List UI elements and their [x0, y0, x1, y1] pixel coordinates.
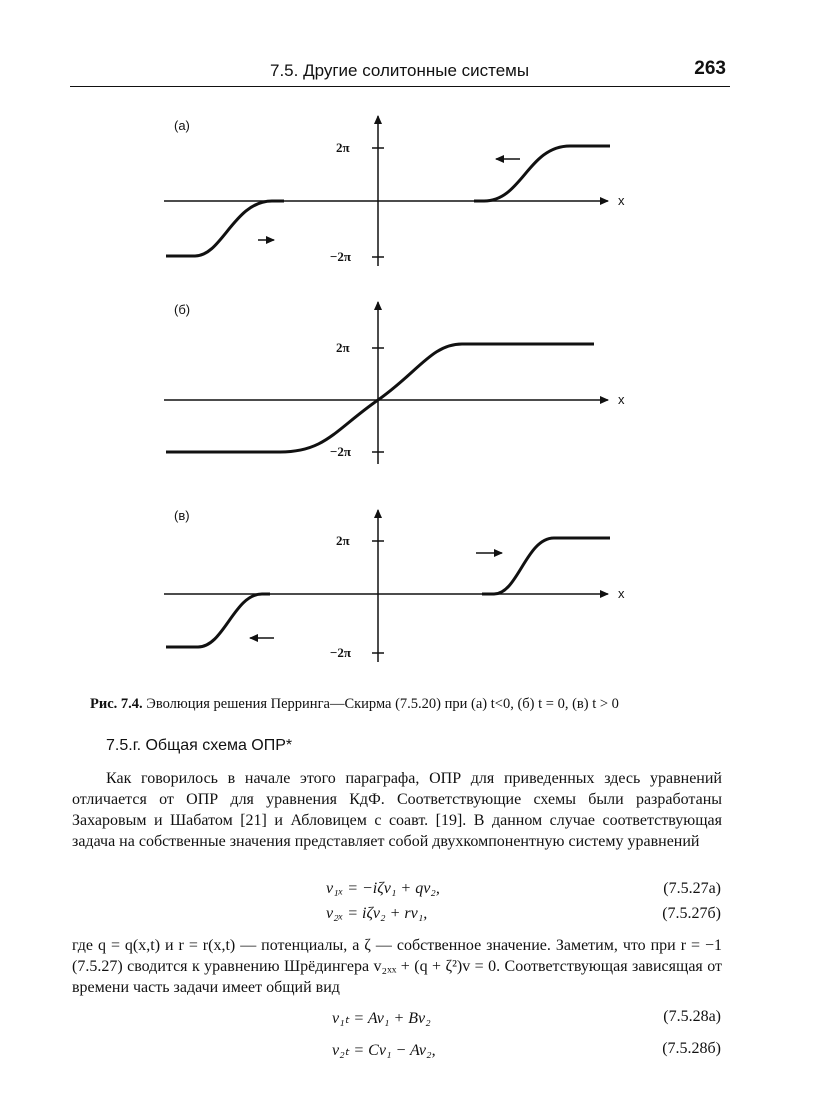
y-tick-label: −2π — [330, 444, 352, 459]
y-tick-label: −2π — [330, 645, 352, 660]
y-tick-label: 2π — [336, 340, 350, 355]
figure-caption — [90, 696, 730, 713]
x-axis-label: x — [618, 586, 625, 601]
panel-label: (в) — [174, 508, 190, 523]
section-heading: 7.5.г. Общая схема ОПР* — [106, 737, 293, 754]
equation-number: (7.5.27б) — [662, 905, 721, 922]
equation-body: v₂ₓ = iζv₂ + rv₁, — [326, 905, 428, 922]
soliton-curve-left — [166, 594, 270, 647]
y-tick-label: 2π — [336, 533, 350, 548]
figure-panel-c — [150, 500, 650, 672]
soliton-curve-right — [474, 146, 610, 201]
y-tick-label: 2π — [336, 140, 350, 155]
figure-panel-a — [150, 108, 650, 278]
soliton-curve-right — [482, 538, 610, 594]
equation-number: (7.5.28б) — [662, 1040, 721, 1057]
equation-number: (7.5.27а) — [663, 880, 721, 897]
caption-label: Рис. 7.4. — [90, 696, 143, 712]
panel-label: (б) — [174, 302, 191, 317]
y-tick-label: −2π — [330, 249, 352, 264]
x-axis-label: x — [618, 193, 625, 208]
equation — [0, 1040, 813, 1062]
equation — [0, 880, 813, 902]
panel-label: (а) — [174, 118, 190, 133]
paragraph: где q = q(x,t) и r = r(x,t) — потенциалы, а ζ — собственное значение. Заметим, что при r = −1 (7.5.27) сводится к уравнению Шрёдингера v₂ₓₓ + (q + ζ²)v = 0. Соответствующая зависящая от времени часть задачи имеет общий вид — [72, 937, 722, 996]
x-axis-label: x — [618, 392, 625, 407]
paragraph: Как говорилось в начале этого параграфа, ОПР для приведенных здесь уравнений отличается от ОПР для уравнения КдФ. Соответствующие схемы были разработаны Захаровым и Шабатом [21] и Абловицем с соавт. [19]. В данном случае соответствующая задача на собственные значения представляет собой двухкомпонентную систему уравнений — [72, 770, 722, 850]
page-number: 263 — [694, 58, 726, 79]
equation-body: v₁ₜ = Av₁ + Bv₂ — [332, 1010, 431, 1027]
equation-number: (7.5.28а) — [663, 1008, 721, 1025]
equation-body: v₁ₓ = −iζv₁ + qv₂, — [326, 880, 440, 897]
equation — [0, 905, 813, 927]
soliton-curve — [166, 344, 594, 452]
running-title: 7.5. Другие солитонные системы — [270, 61, 530, 80]
caption-text: Эволюция решения Перринга—Скирма (7.5.20) при (а) t<0, (б) t = 0, (в) t > 0 — [146, 696, 619, 712]
equation — [0, 1008, 813, 1030]
figure-panel-b — [150, 292, 650, 470]
soliton-curve-left — [166, 201, 284, 256]
running-head — [70, 58, 730, 87]
equation-body: v₂ₜ = Cv₁ − Av₂, — [332, 1042, 436, 1059]
